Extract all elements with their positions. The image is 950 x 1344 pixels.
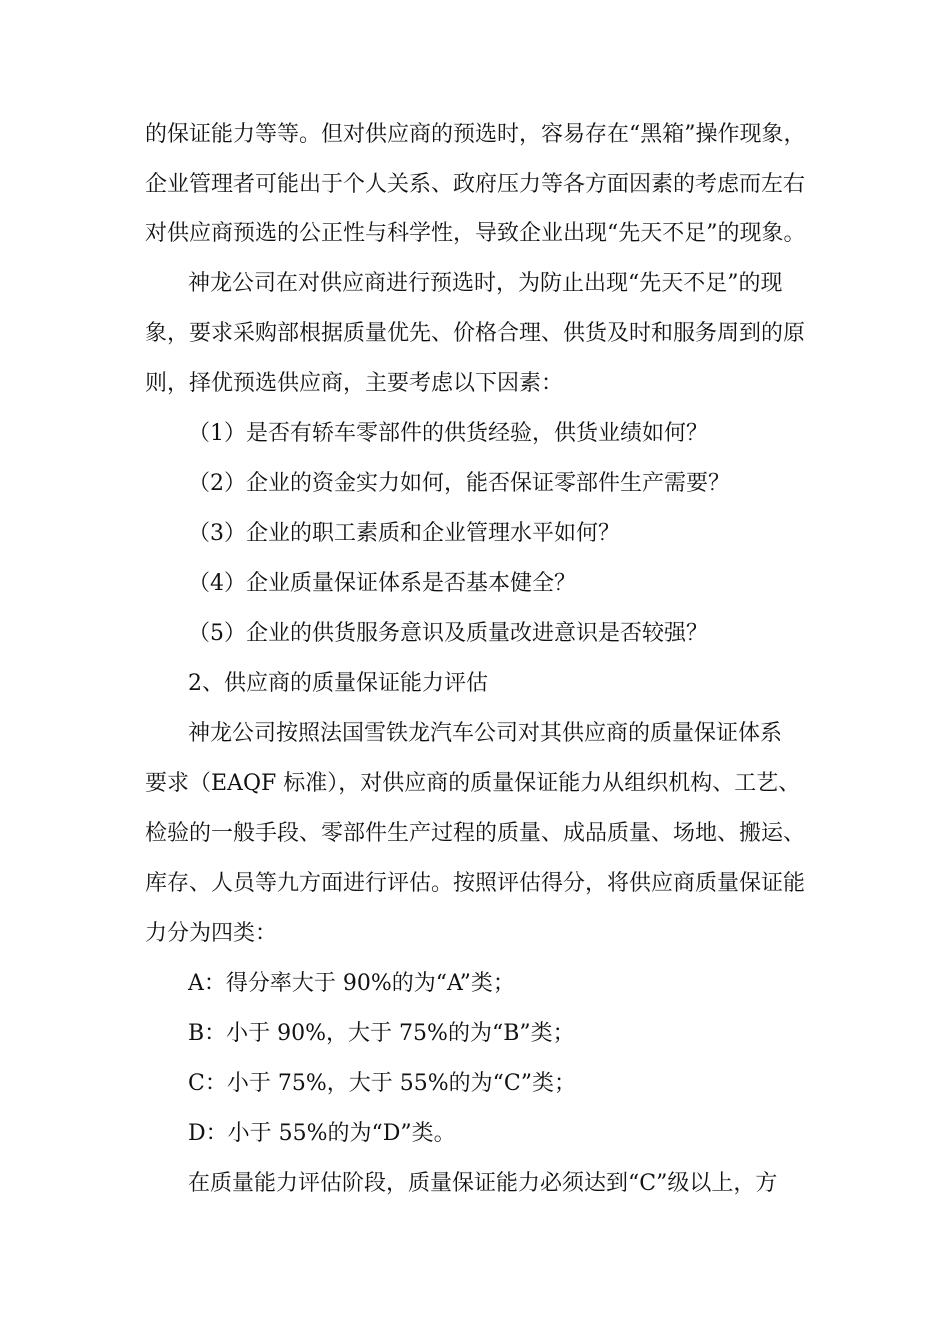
list-item-3: （3）企业的职工素质和企业管理水平如何？ [188, 521, 620, 546]
paragraph-line-7: 神龙公司按照法国雪铁龙汽车公司对其供应商的质量保证体系 [188, 721, 783, 746]
paragraph-line-6: 则，择优预选供应商，主要考虑以下因素： [145, 371, 564, 396]
paragraph-line-3: 对供应商预选的公正性与科学性，导致企业出现“先天不足”的现象。 [145, 221, 806, 246]
paragraph-line-2: 企业管理者可能出于个人关系、政府压力等各方面因素的考虑而左右 [145, 172, 806, 197]
grade-b-item: B：小于 90%，大于 75%的为“B”类； [188, 1021, 575, 1046]
paragraph-line-4: 神龙公司在对供应商进行预选时，为防止出现“先天不足”的现 [188, 271, 783, 296]
paragraph-line-10: 库存、人员等九方面进行评估。按照评估得分，将供应商质量保证能 [145, 871, 806, 896]
list-item-5: （5）企业的供货服务意识及质量改进意识是否较强？ [188, 621, 708, 646]
paragraph-line-8: 要求（EAQF 标准），对供应商的质量保证能力从组织机构、工艺、 [145, 771, 801, 796]
list-item-4: （4）企业质量保证体系是否基本健全？ [188, 571, 576, 596]
paragraph-line-5: 象，要求采购部根据质量优先、价格合理、供货及时和服务周到的原 [145, 321, 806, 346]
paragraph-line-9: 检验的一般手段、零部件生产过程的质量、成品质量、场地、搬运、 [145, 821, 806, 846]
grade-c-item: C：小于 75%，大于 55%的为“C”类； [188, 1071, 576, 1096]
grade-a-item: A：得分率大于 90%的为“A”类； [188, 971, 515, 996]
paragraph-line-11: 力分为四类： [145, 921, 278, 946]
list-item-1: （1）是否有轿车零部件的供货经验，供货业绩如何？ [188, 421, 708, 446]
list-item-2: （2）企业的资金实力如何，能否保证零部件生产需要？ [188, 471, 730, 496]
paragraph-line-12: 在质量能力评估阶段，质量保证能力必须达到“C”级以上，方 [188, 1171, 778, 1196]
grade-d-item: D：小于 55%的为“D”类。 [188, 1121, 456, 1146]
paragraph-line-1: 的保证能力等等。但对供应商的预选时，容易存在“黑箱”操作现象， [145, 122, 806, 147]
section-heading: 2、供应商的质量保证能力评估 [188, 671, 488, 696]
